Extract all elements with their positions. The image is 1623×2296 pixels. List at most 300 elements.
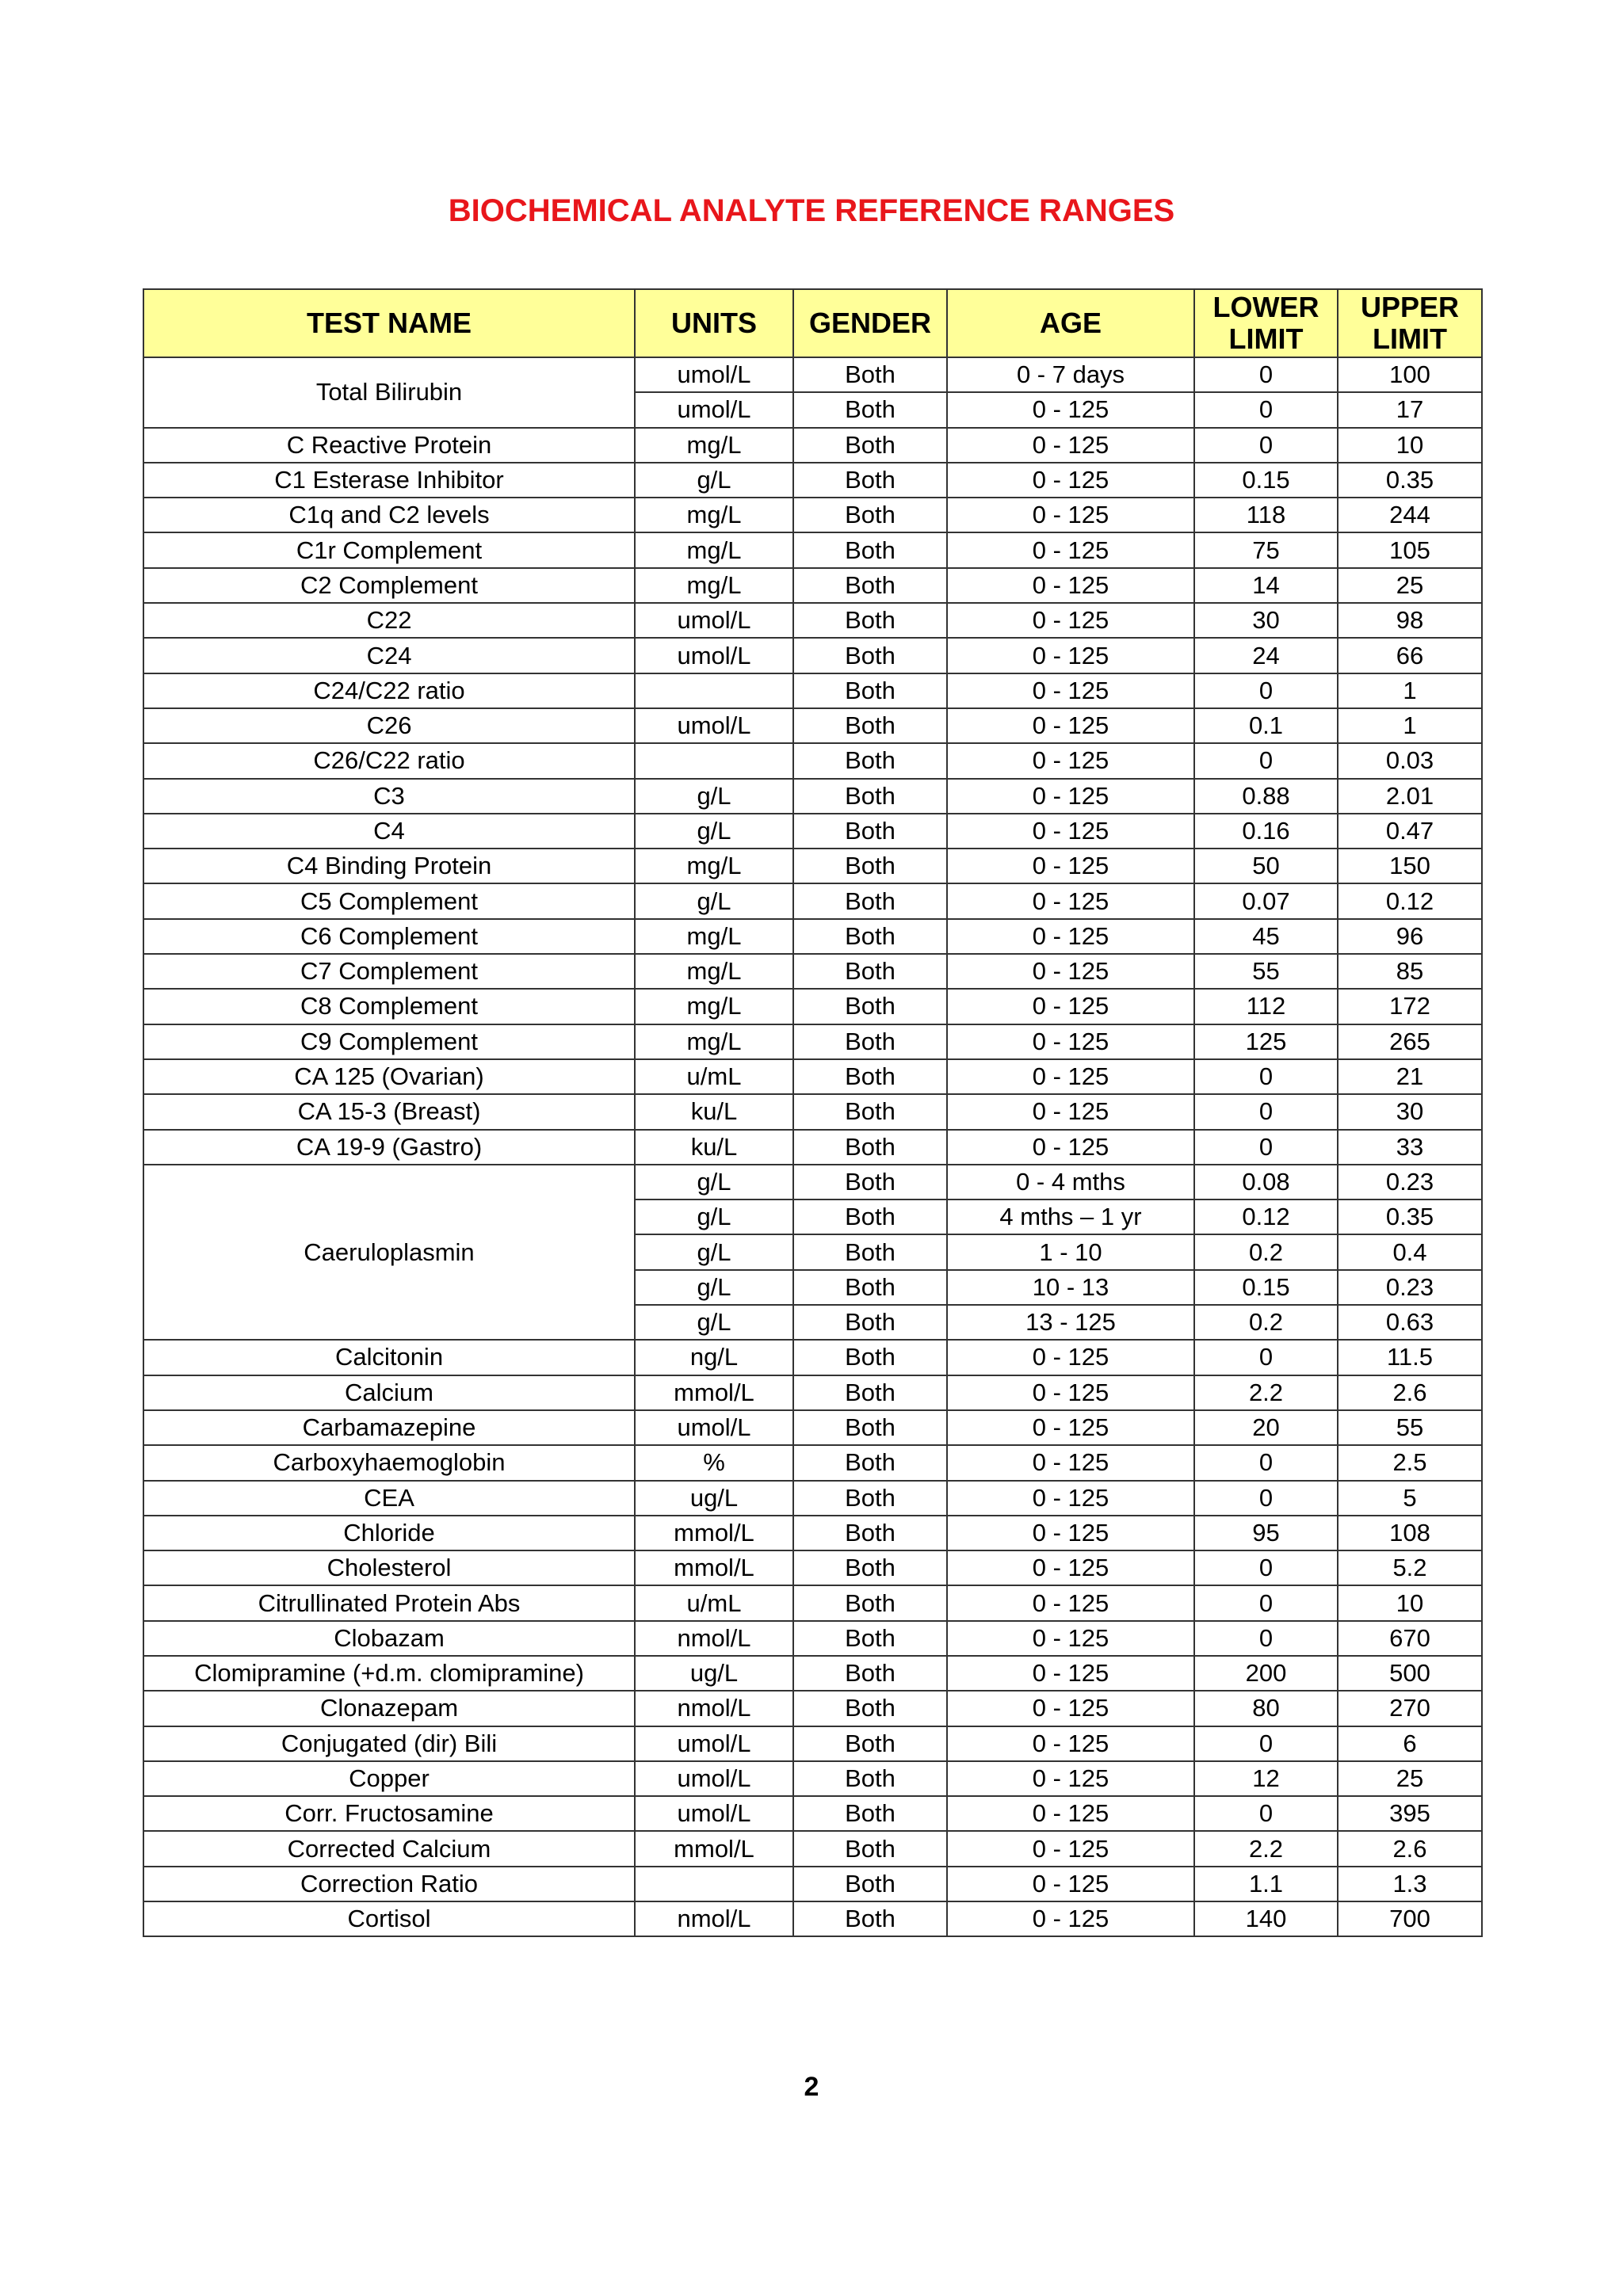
lower-limit-cell: 0.1 xyxy=(1194,708,1338,743)
lower-limit-cell: 0.2 xyxy=(1194,1305,1338,1340)
units-cell: umol/L xyxy=(635,1726,793,1761)
table-row xyxy=(143,1831,1482,1866)
test-name-cell: Corrected Calcium xyxy=(143,1831,635,1866)
units-cell: mmol/L xyxy=(635,1831,793,1866)
table-row xyxy=(143,1621,1482,1656)
table-header xyxy=(143,289,1482,357)
age-cell: 0 - 125 xyxy=(947,673,1194,708)
test-name-cell: CA 19-9 (Gastro) xyxy=(143,1130,635,1165)
test-name-cell: C8 Complement xyxy=(143,989,635,1024)
gender-cell: Both xyxy=(793,814,947,849)
age-cell: 0 - 125 xyxy=(947,1094,1194,1129)
test-name-cell: C9 Complement xyxy=(143,1024,635,1059)
units-cell: mmol/L xyxy=(635,1375,793,1410)
units-cell: mg/L xyxy=(635,954,793,989)
lower-limit-cell: 118 xyxy=(1194,498,1338,532)
gender-cell: Both xyxy=(793,357,947,392)
upper-limit-cell: 2.6 xyxy=(1338,1375,1482,1410)
age-cell: 0 - 125 xyxy=(947,814,1194,849)
age-cell: 10 - 13 xyxy=(947,1270,1194,1305)
test-name-cell: Chloride xyxy=(143,1516,635,1550)
table-row xyxy=(143,743,1482,778)
gender-cell: Both xyxy=(793,1726,947,1761)
test-name-cell: Citrullinated Protein Abs xyxy=(143,1585,635,1620)
units-cell: mmol/L xyxy=(635,1550,793,1585)
lower-limit-cell: 2.2 xyxy=(1194,1375,1338,1410)
gender-cell: Both xyxy=(793,1445,947,1480)
lower-limit-cell: 2.2 xyxy=(1194,1831,1338,1866)
lower-limit-cell: 0 xyxy=(1194,1481,1338,1516)
upper-limit-cell: 33 xyxy=(1338,1130,1482,1165)
age-cell: 0 - 125 xyxy=(947,919,1194,954)
test-name-cell: Carboxyhaemoglobin xyxy=(143,1445,635,1480)
lower-limit-cell: 0.15 xyxy=(1194,1270,1338,1305)
upper-limit-cell: 172 xyxy=(1338,989,1482,1024)
lower-limit-cell: 55 xyxy=(1194,954,1338,989)
test-name-cell: C3 xyxy=(143,779,635,814)
table-row xyxy=(143,919,1482,954)
lower-limit-cell: 0 xyxy=(1194,1059,1338,1094)
test-name-cell: Copper xyxy=(143,1761,635,1796)
units-cell: mg/L xyxy=(635,498,793,532)
test-name-cell: C6 Complement xyxy=(143,919,635,954)
test-name-cell: Clonazepam xyxy=(143,1691,635,1726)
units-cell: g/L xyxy=(635,1199,793,1234)
table-row xyxy=(143,1481,1482,1516)
table-body xyxy=(143,357,1482,1936)
lower-limit-cell: 20 xyxy=(1194,1410,1338,1445)
gender-cell: Both xyxy=(793,1761,947,1796)
lower-limit-cell: 30 xyxy=(1194,603,1338,638)
upper-limit-cell: 5.2 xyxy=(1338,1550,1482,1585)
units-cell: umol/L xyxy=(635,392,793,427)
units-cell: g/L xyxy=(635,883,793,918)
units-cell: u/mL xyxy=(635,1585,793,1620)
upper-limit-cell: 0.35 xyxy=(1338,463,1482,498)
gender-cell: Both xyxy=(793,638,947,673)
gender-cell: Both xyxy=(793,603,947,638)
gender-cell: Both xyxy=(793,708,947,743)
upper-limit-cell: 10 xyxy=(1338,1585,1482,1620)
lower-limit-cell: 0.12 xyxy=(1194,1199,1338,1234)
test-name-cell: Cortisol xyxy=(143,1901,635,1936)
units-cell xyxy=(635,673,793,708)
lower-limit-cell: 200 xyxy=(1194,1656,1338,1691)
units-cell: ku/L xyxy=(635,1094,793,1129)
gender-cell: Both xyxy=(793,1234,947,1269)
age-cell: 0 - 125 xyxy=(947,1761,1194,1796)
table-row xyxy=(143,883,1482,918)
test-name-cell: Conjugated (dir) Bili xyxy=(143,1726,635,1761)
units-cell: g/L xyxy=(635,779,793,814)
gender-cell: Both xyxy=(793,428,947,463)
age-cell: 0 - 125 xyxy=(947,463,1194,498)
test-name-cell: Total Bilirubin xyxy=(143,357,635,428)
units-cell: umol/L xyxy=(635,1761,793,1796)
units-cell: ku/L xyxy=(635,1130,793,1165)
lower-limit-cell: 75 xyxy=(1194,532,1338,567)
age-cell: 0 - 125 xyxy=(947,883,1194,918)
upper-limit-cell: 1 xyxy=(1338,708,1482,743)
test-name-cell: C Reactive Protein xyxy=(143,428,635,463)
upper-limit-cell: 1.3 xyxy=(1338,1867,1482,1901)
upper-limit-cell: 10 xyxy=(1338,428,1482,463)
units-cell: g/L xyxy=(635,1234,793,1269)
gender-cell: Both xyxy=(793,1656,947,1691)
upper-limit-cell: 25 xyxy=(1338,1761,1482,1796)
upper-limit-cell: 0.12 xyxy=(1338,883,1482,918)
column-header-age: AGE xyxy=(947,289,1194,357)
gender-cell: Both xyxy=(793,1340,947,1375)
lower-limit-cell: 125 xyxy=(1194,1024,1338,1059)
gender-cell: Both xyxy=(793,498,947,532)
upper-limit-cell: 0.4 xyxy=(1338,1234,1482,1269)
age-cell: 0 - 125 xyxy=(947,1059,1194,1094)
upper-limit-cell: 66 xyxy=(1338,638,1482,673)
upper-limit-cell: 270 xyxy=(1338,1691,1482,1726)
table-row xyxy=(143,1059,1482,1094)
gender-cell: Both xyxy=(793,919,947,954)
table-row xyxy=(143,989,1482,1024)
column-header-upper-limit: UPPER LIMIT xyxy=(1338,289,1482,357)
test-name-cell: C4 xyxy=(143,814,635,849)
age-cell: 0 - 125 xyxy=(947,1796,1194,1831)
age-cell: 0 - 125 xyxy=(947,1445,1194,1480)
age-cell: 0 - 125 xyxy=(947,392,1194,427)
gender-cell: Both xyxy=(793,673,947,708)
upper-limit-cell: 2.5 xyxy=(1338,1445,1482,1480)
gender-cell: Both xyxy=(793,1621,947,1656)
units-cell: mg/L xyxy=(635,1024,793,1059)
table-row xyxy=(143,1375,1482,1410)
units-cell: g/L xyxy=(635,463,793,498)
upper-limit-cell: 0.03 xyxy=(1338,743,1482,778)
upper-limit-cell: 25 xyxy=(1338,568,1482,603)
age-cell: 0 - 125 xyxy=(947,1130,1194,1165)
upper-limit-cell: 700 xyxy=(1338,1901,1482,1936)
units-cell: nmol/L xyxy=(635,1691,793,1726)
test-name-cell: Correction Ratio xyxy=(143,1867,635,1901)
upper-limit-cell: 105 xyxy=(1338,532,1482,567)
lower-limit-cell: 112 xyxy=(1194,989,1338,1024)
test-name-cell: C24/C22 ratio xyxy=(143,673,635,708)
lower-limit-cell: 0 xyxy=(1194,1550,1338,1585)
age-cell: 0 - 125 xyxy=(947,743,1194,778)
upper-limit-cell: 2.6 xyxy=(1338,1831,1482,1866)
gender-cell: Both xyxy=(793,989,947,1024)
test-name-cell: Calcitonin xyxy=(143,1340,635,1375)
gender-cell: Both xyxy=(793,1270,947,1305)
upper-limit-cell: 108 xyxy=(1338,1516,1482,1550)
units-cell: mg/L xyxy=(635,849,793,883)
age-cell: 0 - 125 xyxy=(947,1024,1194,1059)
upper-limit-cell: 670 xyxy=(1338,1621,1482,1656)
lower-limit-cell: 50 xyxy=(1194,849,1338,883)
gender-cell: Both xyxy=(793,1199,947,1234)
age-cell: 0 - 125 xyxy=(947,1481,1194,1516)
gender-cell: Both xyxy=(793,1305,947,1340)
table-row xyxy=(143,1726,1482,1761)
gender-cell: Both xyxy=(793,1867,947,1901)
age-cell: 0 - 125 xyxy=(947,1516,1194,1550)
gender-cell: Both xyxy=(793,954,947,989)
test-name-cell: C24 xyxy=(143,638,635,673)
lower-limit-cell: 0 xyxy=(1194,1130,1338,1165)
units-cell: g/L xyxy=(635,1270,793,1305)
age-cell: 0 - 125 xyxy=(947,1831,1194,1866)
upper-limit-cell: 0.35 xyxy=(1338,1199,1482,1234)
test-name-cell: C5 Complement xyxy=(143,883,635,918)
upper-limit-cell: 1 xyxy=(1338,673,1482,708)
age-cell: 4 mths – 1 yr xyxy=(947,1199,1194,1234)
test-name-cell: CEA xyxy=(143,1481,635,1516)
table-row xyxy=(143,1691,1482,1726)
age-cell: 0 - 125 xyxy=(947,603,1194,638)
age-cell: 0 - 125 xyxy=(947,1410,1194,1445)
upper-limit-cell: 100 xyxy=(1338,357,1482,392)
units-cell: nmol/L xyxy=(635,1901,793,1936)
units-cell: umol/L xyxy=(635,708,793,743)
table-row xyxy=(143,1761,1482,1796)
gender-cell: Both xyxy=(793,532,947,567)
lower-limit-cell: 1.1 xyxy=(1194,1867,1338,1901)
gender-cell: Both xyxy=(793,1796,947,1831)
test-name-cell: Cholesterol xyxy=(143,1550,635,1585)
table-row xyxy=(143,357,1482,392)
test-name-cell: C1r Complement xyxy=(143,532,635,567)
gender-cell: Both xyxy=(793,1094,947,1129)
test-name-cell: C2 Complement xyxy=(143,568,635,603)
gender-cell: Both xyxy=(793,1375,947,1410)
header-row xyxy=(143,289,1482,357)
age-cell: 0 - 125 xyxy=(947,428,1194,463)
age-cell: 0 - 125 xyxy=(947,849,1194,883)
units-cell: g/L xyxy=(635,1305,793,1340)
test-name-cell: CA 125 (Ovarian) xyxy=(143,1059,635,1094)
lower-limit-cell: 0 xyxy=(1194,357,1338,392)
lower-limit-cell: 80 xyxy=(1194,1691,1338,1726)
age-cell: 0 - 125 xyxy=(947,532,1194,567)
lower-limit-cell: 0 xyxy=(1194,428,1338,463)
gender-cell: Both xyxy=(793,392,947,427)
table-row xyxy=(143,532,1482,567)
test-name-cell: Corr. Fructosamine xyxy=(143,1796,635,1831)
gender-cell: Both xyxy=(793,1831,947,1866)
units-cell: umol/L xyxy=(635,1796,793,1831)
table-row xyxy=(143,1094,1482,1129)
lower-limit-cell: 0.15 xyxy=(1194,463,1338,498)
lower-limit-cell: 0.08 xyxy=(1194,1165,1338,1199)
table-row xyxy=(143,638,1482,673)
gender-cell: Both xyxy=(793,463,947,498)
age-cell: 0 - 125 xyxy=(947,1585,1194,1620)
lower-limit-cell: 24 xyxy=(1194,638,1338,673)
reference-range-table xyxy=(143,288,1483,1937)
column-header-gender: GENDER xyxy=(793,289,947,357)
upper-limit-cell: 17 xyxy=(1338,392,1482,427)
table-row xyxy=(143,849,1482,883)
units-cell: mmol/L xyxy=(635,1516,793,1550)
age-cell: 0 - 125 xyxy=(947,1550,1194,1585)
age-cell: 0 - 125 xyxy=(947,779,1194,814)
lower-limit-cell: 0 xyxy=(1194,392,1338,427)
gender-cell: Both xyxy=(793,1059,947,1094)
upper-limit-cell: 2.01 xyxy=(1338,779,1482,814)
age-cell: 0 - 125 xyxy=(947,1691,1194,1726)
lower-limit-cell: 0 xyxy=(1194,1585,1338,1620)
lower-limit-cell: 140 xyxy=(1194,1901,1338,1936)
test-name-cell: Caeruloplasmin xyxy=(143,1165,635,1340)
upper-limit-cell: 265 xyxy=(1338,1024,1482,1059)
age-cell: 1 - 10 xyxy=(947,1234,1194,1269)
table-row xyxy=(143,1165,1482,1199)
upper-limit-cell: 150 xyxy=(1338,849,1482,883)
test-name-cell: C26/C22 ratio xyxy=(143,743,635,778)
test-name-cell: C22 xyxy=(143,603,635,638)
units-cell: g/L xyxy=(635,814,793,849)
units-cell: mg/L xyxy=(635,989,793,1024)
gender-cell: Both xyxy=(793,883,947,918)
upper-limit-cell: 395 xyxy=(1338,1796,1482,1831)
table-row xyxy=(143,779,1482,814)
upper-limit-cell: 11.5 xyxy=(1338,1340,1482,1375)
table-row xyxy=(143,1130,1482,1165)
units-cell: mg/L xyxy=(635,919,793,954)
table-row xyxy=(143,1585,1482,1620)
gender-cell: Both xyxy=(793,1516,947,1550)
table-row xyxy=(143,1901,1482,1936)
units-cell: umol/L xyxy=(635,1410,793,1445)
age-cell: 0 - 125 xyxy=(947,1726,1194,1761)
units-cell xyxy=(635,1867,793,1901)
age-cell: 0 - 7 days xyxy=(947,357,1194,392)
table-row xyxy=(143,603,1482,638)
units-cell: nmol/L xyxy=(635,1621,793,1656)
units-cell: umol/L xyxy=(635,603,793,638)
age-cell: 0 - 125 xyxy=(947,568,1194,603)
test-name-cell: Calcium xyxy=(143,1375,635,1410)
units-cell: mg/L xyxy=(635,428,793,463)
gender-cell: Both xyxy=(793,568,947,603)
test-name-cell: C7 Complement xyxy=(143,954,635,989)
age-cell: 0 - 125 xyxy=(947,954,1194,989)
age-cell: 0 - 125 xyxy=(947,1621,1194,1656)
lower-limit-cell: 0 xyxy=(1194,1094,1338,1129)
column-header-units: UNITS xyxy=(635,289,793,357)
units-cell: umol/L xyxy=(635,638,793,673)
units-cell: ng/L xyxy=(635,1340,793,1375)
lower-limit-cell: 12 xyxy=(1194,1761,1338,1796)
table-row xyxy=(143,1656,1482,1691)
table-row xyxy=(143,1340,1482,1375)
units-cell: ug/L xyxy=(635,1656,793,1691)
age-cell: 0 - 125 xyxy=(947,1867,1194,1901)
upper-limit-cell: 0.23 xyxy=(1338,1165,1482,1199)
table-row xyxy=(143,428,1482,463)
lower-limit-cell: 14 xyxy=(1194,568,1338,603)
lower-limit-cell: 0 xyxy=(1194,743,1338,778)
gender-cell: Both xyxy=(793,1130,947,1165)
gender-cell: Both xyxy=(793,779,947,814)
upper-limit-cell: 85 xyxy=(1338,954,1482,989)
document-title: BIOCHEMICAL ANALYTE REFERENCE RANGES xyxy=(448,193,1175,228)
upper-limit-cell: 6 xyxy=(1338,1726,1482,1761)
age-cell: 0 - 125 xyxy=(947,1340,1194,1375)
units-cell: g/L xyxy=(635,1165,793,1199)
column-header-test-name: TEST NAME xyxy=(143,289,635,357)
lower-limit-cell: 95 xyxy=(1194,1516,1338,1550)
upper-limit-cell: 55 xyxy=(1338,1410,1482,1445)
gender-cell: Both xyxy=(793,743,947,778)
units-cell: umol/L xyxy=(635,357,793,392)
table-row xyxy=(143,1550,1482,1585)
units-cell: u/mL xyxy=(635,1059,793,1094)
lower-limit-cell: 0.2 xyxy=(1194,1234,1338,1269)
upper-limit-cell: 0.23 xyxy=(1338,1270,1482,1305)
gender-cell: Both xyxy=(793,1550,947,1585)
test-name-cell: CA 15-3 (Breast) xyxy=(143,1094,635,1129)
gender-cell: Both xyxy=(793,1165,947,1199)
table-row xyxy=(143,1024,1482,1059)
test-name-cell: Clomipramine (+d.m. clomipramine) xyxy=(143,1656,635,1691)
units-cell: mg/L xyxy=(635,532,793,567)
units-cell: ug/L xyxy=(635,1481,793,1516)
page-number: 2 xyxy=(804,2072,819,2102)
column-header-lower-limit: LOWER LIMIT xyxy=(1194,289,1338,357)
table-row xyxy=(143,814,1482,849)
units-cell xyxy=(635,743,793,778)
age-cell: 0 - 125 xyxy=(947,498,1194,532)
gender-cell: Both xyxy=(793,1901,947,1936)
table-row xyxy=(143,954,1482,989)
gender-cell: Both xyxy=(793,1410,947,1445)
table-row xyxy=(143,568,1482,603)
age-cell: 0 - 125 xyxy=(947,1656,1194,1691)
lower-limit-cell: 0 xyxy=(1194,1726,1338,1761)
age-cell: 0 - 125 xyxy=(947,1375,1194,1410)
test-name-cell: C1q and C2 levels xyxy=(143,498,635,532)
age-cell: 0 - 125 xyxy=(947,1901,1194,1936)
table-row xyxy=(143,1516,1482,1550)
lower-limit-cell: 0 xyxy=(1194,673,1338,708)
table-row xyxy=(143,1410,1482,1445)
lower-limit-cell: 0.16 xyxy=(1194,814,1338,849)
table-row xyxy=(143,1445,1482,1480)
table-row xyxy=(143,1796,1482,1831)
gender-cell: Both xyxy=(793,1024,947,1059)
table-row xyxy=(143,708,1482,743)
upper-limit-cell: 244 xyxy=(1338,498,1482,532)
test-name-cell: C26 xyxy=(143,708,635,743)
test-name-cell: C4 Binding Protein xyxy=(143,849,635,883)
gender-cell: Both xyxy=(793,849,947,883)
test-name-cell: C1 Esterase Inhibitor xyxy=(143,463,635,498)
table-row xyxy=(143,1867,1482,1901)
table-row xyxy=(143,463,1482,498)
units-cell: % xyxy=(635,1445,793,1480)
lower-limit-cell: 0 xyxy=(1194,1445,1338,1480)
age-cell: 0 - 125 xyxy=(947,989,1194,1024)
gender-cell: Both xyxy=(793,1585,947,1620)
gender-cell: Both xyxy=(793,1481,947,1516)
upper-limit-cell: 30 xyxy=(1338,1094,1482,1129)
lower-limit-cell: 45 xyxy=(1194,919,1338,954)
test-name-cell: Clobazam xyxy=(143,1621,635,1656)
lower-limit-cell: 0.88 xyxy=(1194,779,1338,814)
lower-limit-cell: 0.07 xyxy=(1194,883,1338,918)
lower-limit-cell: 0 xyxy=(1194,1340,1338,1375)
units-cell: mg/L xyxy=(635,568,793,603)
